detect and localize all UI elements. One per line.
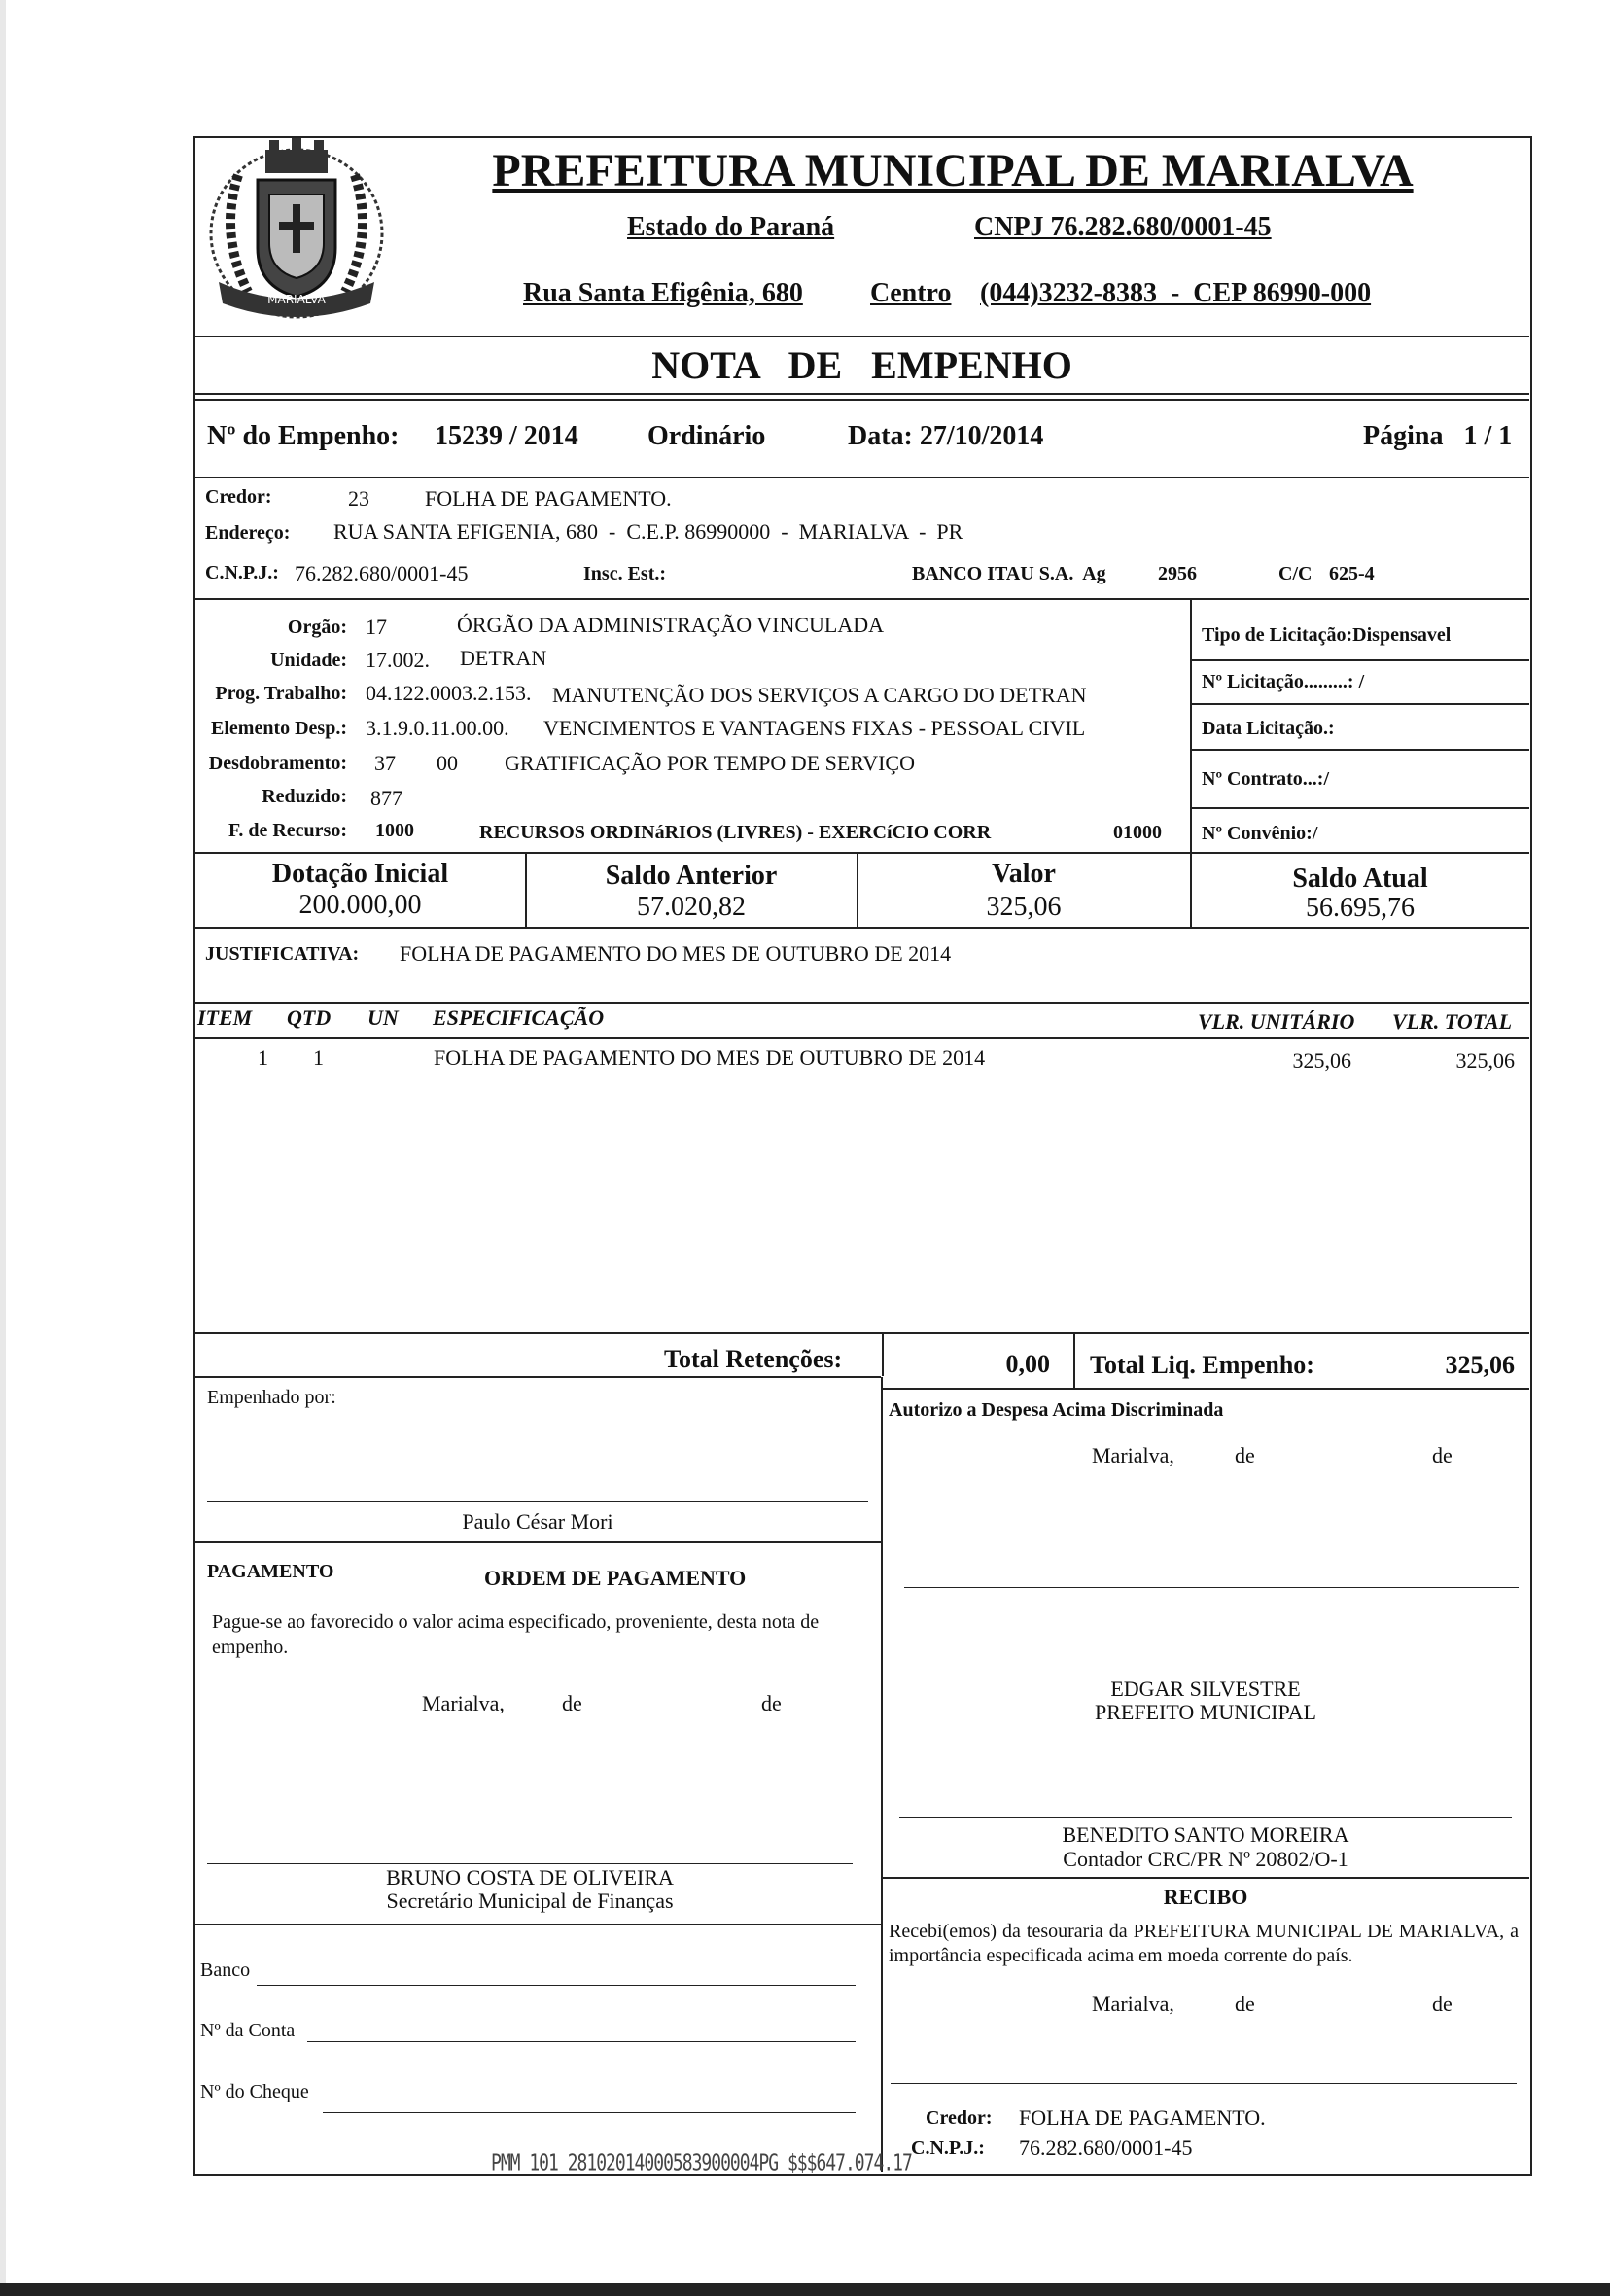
col-total-header: VLR. TOTAL	[1392, 1009, 1513, 1034]
orgao-label: Orgão:	[287, 617, 347, 638]
row-unit-value: 325,06	[1292, 1048, 1351, 1073]
recibo-de-1: de	[1235, 1992, 1255, 2016]
orgao-code: 17	[366, 615, 387, 639]
row-item: 1	[258, 1045, 268, 1070]
autorizo-label: Autorizo a Despesa Acima Discriminada	[889, 1399, 1224, 1421]
pagamento-city: Marialva,	[422, 1691, 505, 1715]
desdobramento-label: Desdobramento:	[208, 753, 347, 774]
reduzido-label: Reduzido:	[262, 786, 347, 807]
saldo-atual-value: 56.695,76	[1306, 893, 1415, 923]
state-name: Estado do Paraná	[627, 212, 835, 242]
scan-edge-bottom	[0, 2283, 1610, 2296]
credor-label: Credor:	[205, 486, 272, 508]
recurso-number: 01000	[1113, 822, 1162, 843]
prog-code: 04.122.0003.2.153.	[366, 681, 532, 705]
prog-label: Prog. Trabalho:	[215, 683, 347, 704]
saldo-anterior-label: Saldo Anterior	[605, 861, 778, 891]
pague-se-text: Pague-se ao favorecido o valor acima especificado, proveniente, desta nota de empenho.	[212, 1611, 820, 1658]
coat-of-arms-icon	[199, 136, 394, 331]
credor-name: FOLHA DE PAGAMENTO.	[425, 486, 672, 511]
unidade-name: DETRAN	[460, 646, 547, 670]
header-street: Rua Santa Efigênia, 680	[523, 278, 803, 308]
reduzido-value: 877	[370, 786, 402, 810]
elemento-name: VENCIMENTOS E VANTAGENS FIXAS - PESSOAL CIVIL	[543, 716, 1086, 740]
recurso-label: F. de Recurso:	[228, 820, 347, 841]
cc-label: C/C	[1278, 563, 1312, 584]
signer-paulo: Paulo César Mori	[462, 1509, 613, 1534]
row-total-value: 325,06	[1455, 1048, 1515, 1073]
footer-credor-value: FOLHA DE PAGAMENTO.	[1019, 2105, 1266, 2130]
header-phone-cep: (044)3232-8383 - CEP 86990-000	[980, 278, 1372, 308]
desdobramento-name: GRATIFICAÇÃO POR TEMPO DE SERVIÇO	[505, 751, 915, 775]
banco-label: Banco	[200, 1960, 251, 1981]
unidade-code: 17.002.	[366, 648, 430, 672]
col-un-header: UN	[368, 1006, 399, 1030]
recurso-code: 1000	[375, 820, 414, 841]
recibo-city: Marialva,	[1092, 1992, 1174, 2016]
empenho-number: 15239 / 2014	[435, 421, 578, 451]
recibo-text: Recebi(emos) da tesouraria da PREFEITURA MUNICIPAL DE MARIALVA, a importância especificada acima em moeda corrente do país.	[889, 1921, 1519, 1966]
insc-est-label: Insc. Est.:	[583, 563, 667, 584]
total-retencoes-value: 0,00	[1005, 1350, 1050, 1378]
ordem-pagamento-label: ORDEM DE PAGAMENTO	[484, 1566, 747, 1590]
empenho-date: Data: 27/10/2014	[848, 421, 1044, 451]
data-licitacao: Data Licitação.:	[1202, 718, 1335, 739]
numero-conta-label: Nº da Conta	[200, 2020, 296, 2041]
footer-credor-label: Credor:	[926, 2107, 993, 2129]
col-spec-header: ESPECIFICAÇÃO	[433, 1006, 605, 1030]
empenho-type: Ordinário	[648, 421, 766, 451]
autorizo-de-1: de	[1235, 1443, 1255, 1467]
desdobramento-sub: 00	[437, 751, 458, 775]
dotacao-label: Dotação Inicial	[271, 859, 449, 889]
recibo-title: RECIBO	[1163, 1885, 1248, 1909]
recibo-de-2: de	[1432, 1992, 1452, 2016]
col-qtd-header: QTD	[287, 1006, 332, 1030]
recurso-name: RECURSOS ORDINáRIOS (LIVRES) - EXERCíCIO CORR	[479, 822, 992, 843]
bank-stamp: PMM 101 28102014000583900004PG $$$647.074.17	[491, 2149, 912, 2177]
justificativa-label: JUSTIFICATIVA:	[205, 943, 360, 965]
unidade-label: Unidade:	[270, 650, 347, 671]
cnpj-value: 76.282.680/0001-45	[295, 561, 469, 585]
empenhado-por-label: Empenhado por:	[207, 1387, 336, 1408]
valor-value: 325,06	[986, 892, 1062, 922]
elemento-code: 3.1.9.0.11.00.00.	[366, 716, 509, 740]
header-district: Centro	[870, 278, 952, 308]
numero-convenio: Nº Convênio:/	[1202, 823, 1318, 844]
accountant-name: BENEDITO SANTO MOREIRA	[1062, 1822, 1349, 1847]
saldo-atual-label: Saldo Atual	[1292, 864, 1428, 894]
numero-licitacao: Nº Licitação.........: /	[1202, 671, 1365, 692]
pagamento-de-2: de	[761, 1691, 782, 1715]
bank-agency: 2956	[1158, 563, 1197, 584]
secretary-name: BRUNO COSTA DE OLIVEIRA	[386, 1865, 674, 1890]
footer-cnpj-value: 76.282.680/0001-45	[1019, 2136, 1193, 2160]
cnpj-label: C.N.P.J.:	[205, 562, 279, 583]
bank-name: BANCO ITAU S.A. Ag	[912, 563, 1106, 584]
orgao-name: ÓRGÃO DA ADMINISTRAÇÃO VINCULADA	[457, 613, 885, 637]
municipality-title: PREFEITURA MUNICIPAL DE MARIALVA	[492, 145, 1414, 196]
mayor-title: PREFEITO MUNICIPAL	[1095, 1700, 1316, 1724]
col-unit-header: VLR. UNITÁRIO	[1198, 1009, 1355, 1034]
prog-name: MANUTENÇÃO DOS SERVIÇOS A CARGO DO DETRAN	[552, 683, 1087, 707]
numero-contrato: Nº Contrato...:/	[1202, 768, 1330, 790]
credor-code: 23	[348, 486, 369, 511]
cc-value: 625-4	[1329, 563, 1375, 584]
secretary-title: Secretário Municipal de Finanças	[386, 1889, 674, 1913]
endereco-value: RUA SANTA EFIGENIA, 680 - C.E.P. 86990000 - MARIALVA - PR	[333, 519, 963, 544]
total-liquido-label: Total Liq. Empenho:	[1090, 1351, 1314, 1379]
pagamento-de-1: de	[562, 1691, 582, 1715]
saldo-anterior-value: 57.020,82	[637, 892, 746, 922]
tipo-licitacao: Tipo de Licitação:Dispensavel	[1202, 624, 1452, 646]
scan-edge-left	[0, 0, 6, 2296]
accountant-title: Contador CRC/PR Nº 20802/O-1	[1063, 1847, 1348, 1871]
document-title: NOTA DE EMPENHO	[651, 343, 1072, 387]
endereco-label: Endereço:	[205, 522, 291, 544]
empenho-label: Nº do Empenho:	[207, 421, 400, 451]
autorizo-city: Marialva,	[1092, 1443, 1174, 1467]
col-item-header: ITEM	[197, 1006, 253, 1030]
valor-label: Valor	[992, 859, 1056, 889]
justificativa-value: FOLHA DE PAGAMENTO DO MES DE OUTUBRO DE 2014	[400, 941, 952, 966]
svg-text:MARIALVA: MARIALVA	[267, 293, 326, 306]
mayor-name: EDGAR SILVESTRE	[1110, 1677, 1301, 1701]
numero-cheque-label: Nº do Cheque	[200, 2081, 309, 2102]
autorizo-de-2: de	[1432, 1443, 1452, 1467]
dotacao-value: 200.000,00	[298, 890, 422, 920]
page-number: Página 1 / 1	[1363, 421, 1513, 451]
header-cnpj: CNPJ 76.282.680/0001-45	[974, 212, 1272, 242]
desdobramento-code: 37	[374, 751, 396, 775]
pagamento-label: PAGAMENTO	[207, 1561, 334, 1582]
row-qtd: 1	[313, 1045, 324, 1070]
total-liquido-value: 325,06	[1445, 1351, 1515, 1379]
footer-cnpj-label: C.N.P.J.:	[911, 2137, 985, 2159]
row-spec: FOLHA DE PAGAMENTO DO MES DE OUTUBRO DE 2014	[434, 1045, 986, 1070]
elemento-label: Elemento Desp.:	[211, 718, 347, 739]
total-retencoes-label: Total Retenções:	[664, 1345, 843, 1373]
